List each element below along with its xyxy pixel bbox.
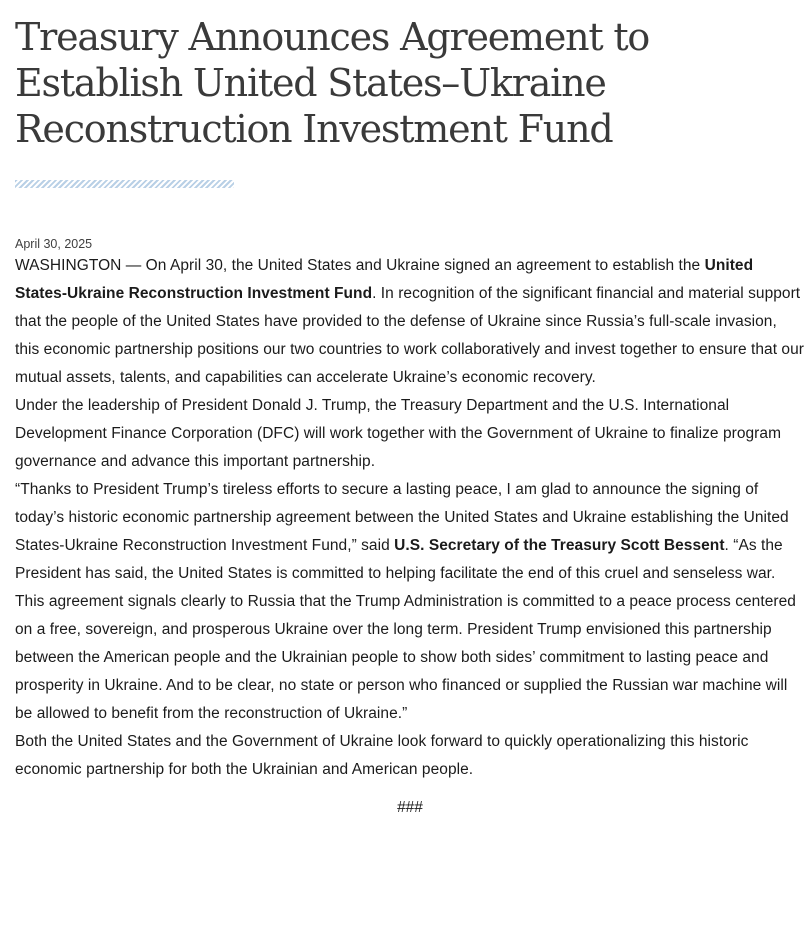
paragraph-closing: Both the United States and the Government of Ukraine look forward to quickly operationalizing this historic economic partnership for both the Ukrainian and American people. — [15, 733, 749, 778]
title-divider — [15, 180, 234, 188]
paragraph-intro-rest: . In recognition of the significant financial and material support that the people of the United States have provided to the defense of Ukraine since Russia’s full-scale invasion, this economic partnership positions our two countries to work collaboratively and invest together to ensure that our mutual assets, talents, and capabilities can accelerate Ukraine’s economic recovery. — [15, 285, 804, 386]
speaker-name-bold: U.S. Secretary of the Treasury Scott Bessent — [394, 537, 725, 554]
paragraph-quote-lead: “Thanks to President Trump’s tireless efforts to secure a lasting peace, I am glad to announce the signing of today’s historic economic partnership agreement between the United States and Ukraine establishing the United States-Ukraine Reconstruction Investment Fund,” said — [15, 481, 789, 554]
paragraph-intro — [15, 252, 805, 392]
publish-date: April 30, 2025 — [15, 237, 93, 251]
end-mark: ### — [397, 799, 423, 816]
press-release — [15, 0, 805, 822]
paragraph-quote-rest: . “As the President has said, the United States is committed to helping facilitate the end of this cruel and senseless war. This agreement signals clearly to Russia that the Trump Administration is committed to a peace process centered on a free, sovereign, and prosperous Ukraine over the long term. President Trump envisioned this partnership between the American people and the Ukrainian people to show both sides’ commitment to lasting peace and prosperity in Ukraine. And to be clear, no state or person who financed or supplied the Russian war machine will be allowed to benefit from the reconstruction of Ukraine.” — [15, 537, 796, 722]
paragraph-intro-lead: WASHINGTON — On April 30, the United States and Ukraine signed an agreement to establish the — [15, 257, 705, 274]
fund-name-bold: United States-Ukraine Reconstruction Investment Fund — [15, 257, 754, 302]
paragraph-quote — [15, 476, 805, 728]
page-title: Treasury Announces Agreement to Establish United States–Ukraine Reconstruction Investment Fund — [15, 15, 650, 151]
paragraph-leadership: Under the leadership of President Donald J. Trump, the Treasury Department and the U.S. International Development Finance Corporation (DFC) will work together with the Government of Ukraine to finalize program governance and advance this important partnership. — [15, 397, 782, 470]
